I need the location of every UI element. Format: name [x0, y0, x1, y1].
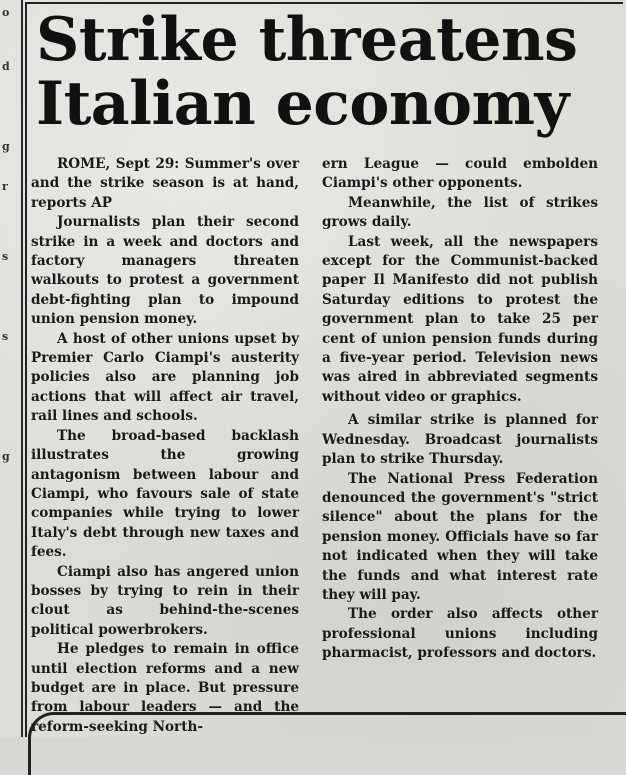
body-paragraph: A host of other unions upset by Premier Carlo Ciampi's austerity policies also are planning job actions that will affect air travel, rail lines and schools. [31, 330, 299, 425]
body-paragraph: Last week, all the newspapers except for the Communist-backed paper Il Manifesto did not publish Saturday editions to protest the government plan to take 25 per cent of union pension funds during a five-year period. Television news was aired in abbreviated segments without video or graphics. [322, 233, 598, 405]
next-article-border [28, 712, 626, 775]
margin-fragment: o [2, 6, 10, 19]
adjacent-column-edge [0, 0, 23, 737]
body-paragraph: Ciampi also has angered union bosses by trying to rein in their clout as behind-the-scenes political powerbrokers. [31, 563, 299, 638]
dateline-paragraph: ROME, Sept 29: Summer's over and the strike season is at hand, reports AP [31, 156, 299, 211]
body-paragraph: A similar strike is planned for Wednesday. Broadcast journalists plan to strike Thursday. [322, 412, 598, 468]
article-column-right [322, 155, 598, 664]
margin-fragment: d [2, 60, 10, 73]
margin-fragment: s [2, 330, 9, 343]
body-paragraph: The order also affects other professional unions including pharmacist, professors and doctors. [322, 606, 598, 662]
margin-fragment: s [2, 250, 9, 263]
body-paragraph: The National Press Federation denounced the government's "strict silence" about the plans for the pension money. Officials have so far not indicated when they will take the funds and what interest rate they will pay. [322, 470, 598, 603]
body-paragraph: He pledges to remain in office until election reforms and a new budget are in place. But pressure from labour leaders — and the reform-seeking North- [31, 641, 299, 735]
body-paragraph: Journalists plan their second strike in a week and doctors and factory managers threaten walkouts to protest a government debt-fighting plan to impound union pension money. [31, 214, 299, 328]
body-paragraph: Meanwhile, the list of strikes grows daily. [322, 194, 598, 231]
headline: Strike threatens Italian economy [36, 5, 578, 139]
margin-fragment: g [2, 450, 10, 463]
body-paragraph: ern League — could embolden Ciampi's other opponents. [322, 156, 598, 192]
margin-fragment: r [2, 180, 8, 193]
margin-fragment: g [2, 140, 10, 153]
article-column-left [31, 155, 299, 737]
body-paragraph: The broad-based backlash illustrates the growing antagonism between labour and Ciampi, who favours sale of state companies while trying to lower Italy's debt through new taxes and fees. [31, 427, 299, 561]
